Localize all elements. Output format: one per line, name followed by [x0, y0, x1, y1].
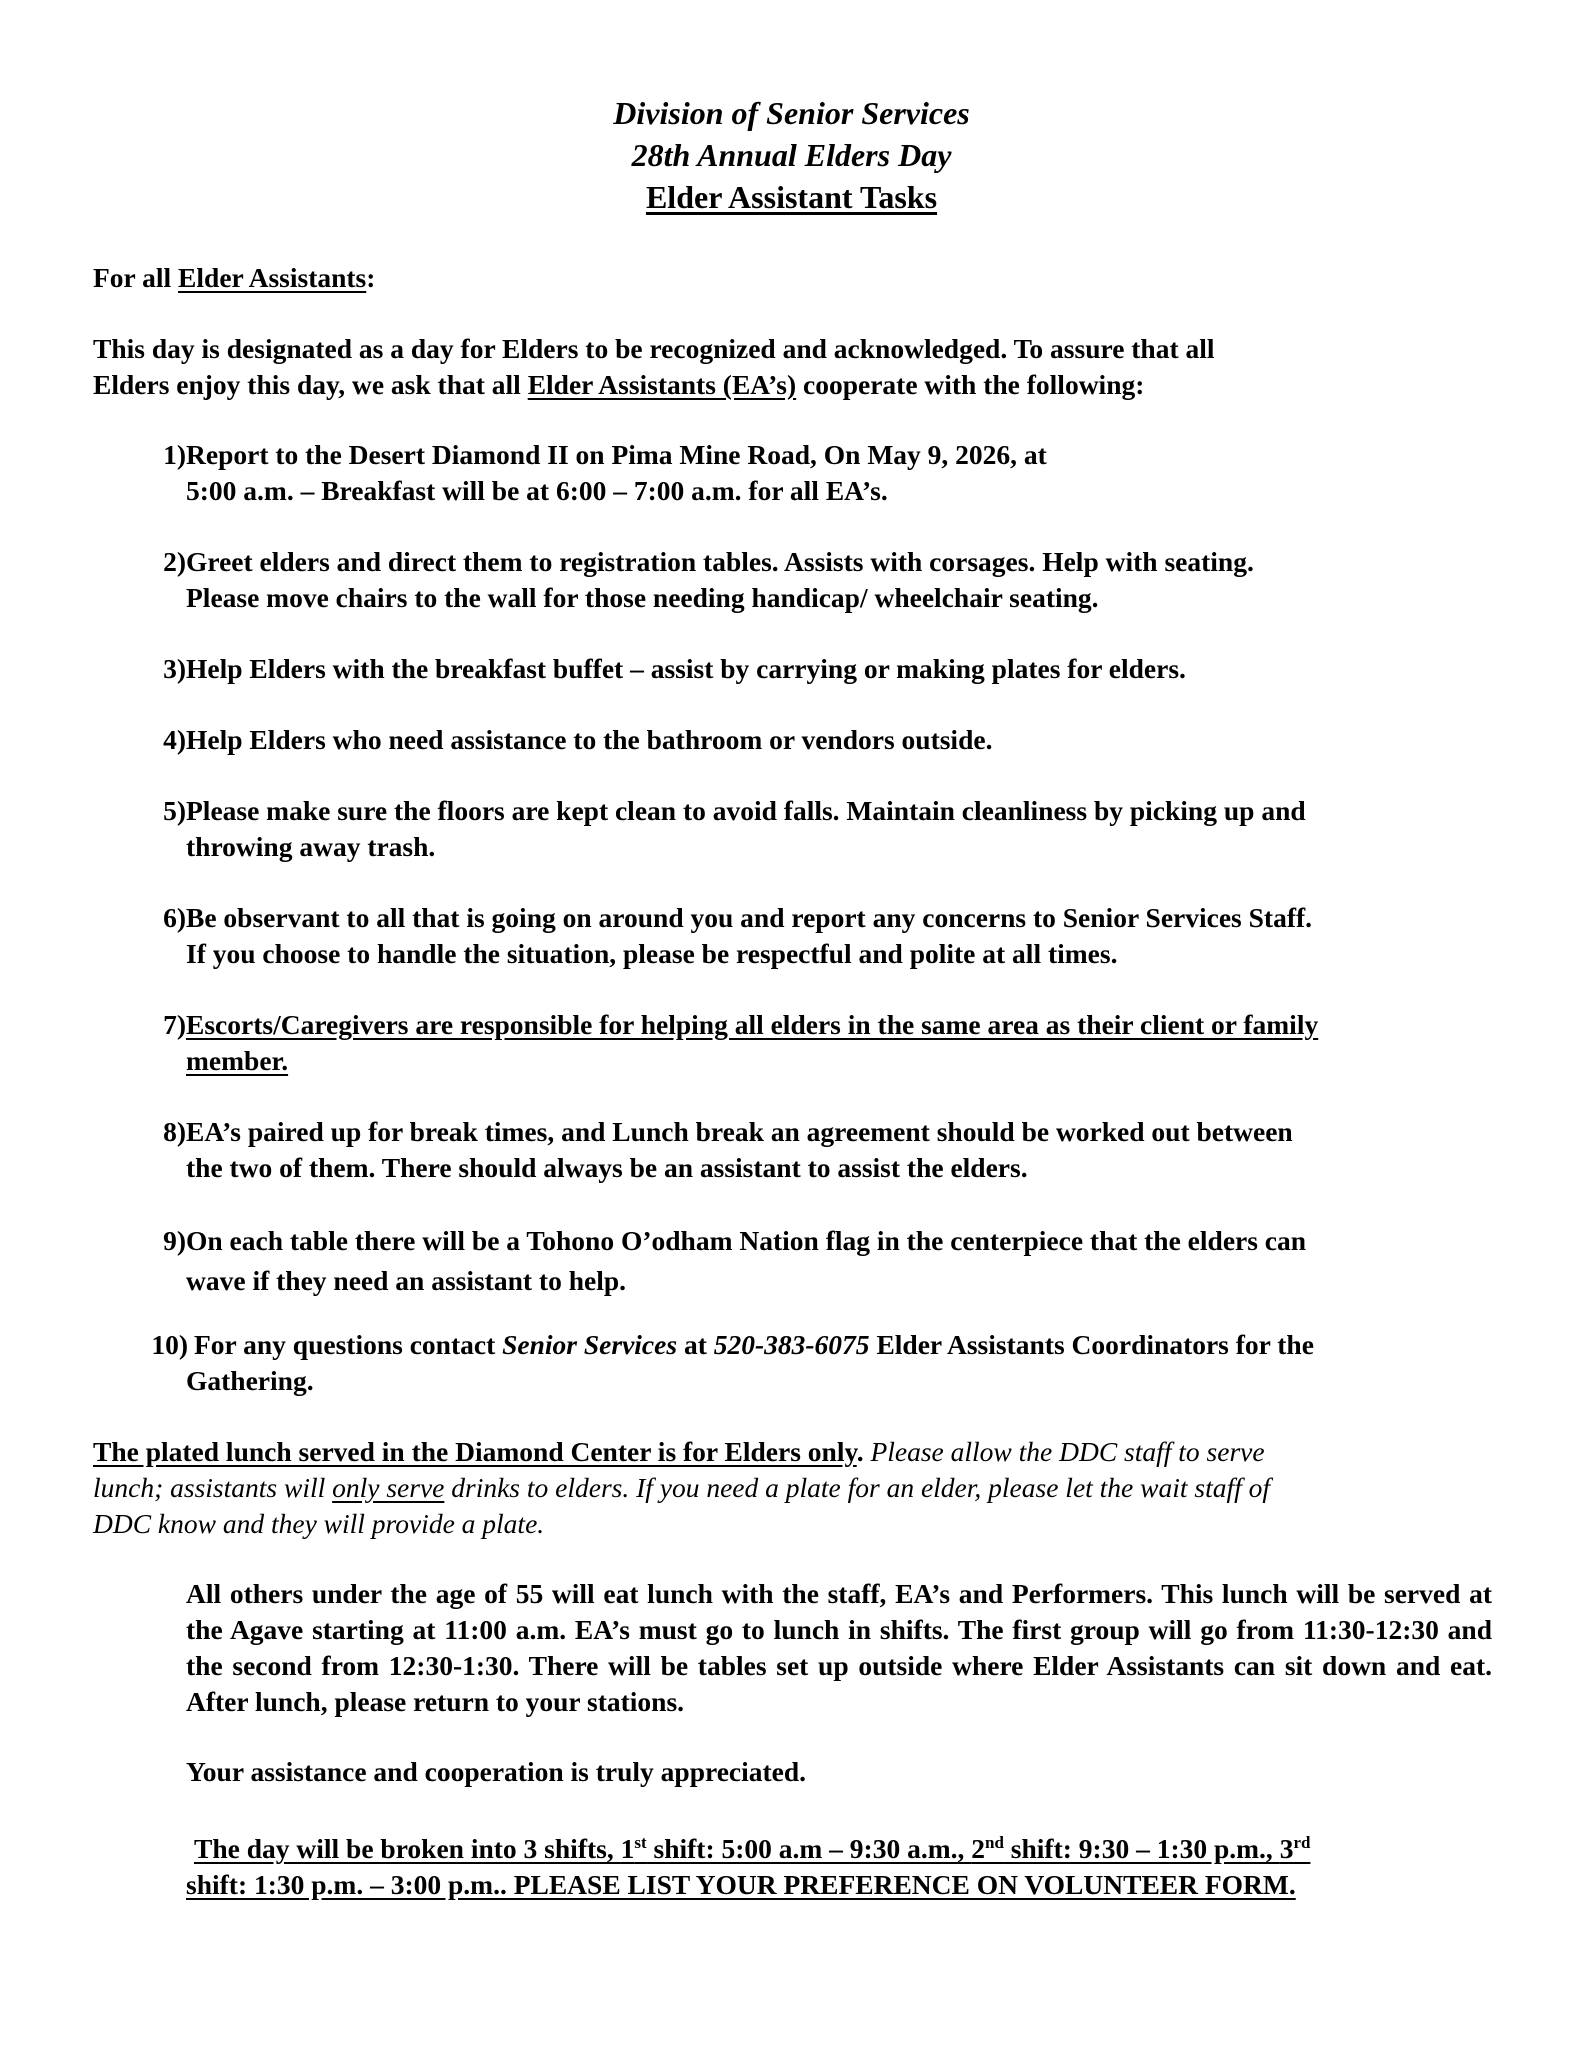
lunch-note: The plated lunch served in the Diamond Center is for Elders only. Please allow the DDC staff to serve lunch; assistants will only serve drinks to elders. If you need a plate for an elder, please let the wait staff of DDC know and they will provide a plate.	[93, 1436, 1271, 1539]
event-title: 28th Annual Elders Day	[631, 137, 952, 173]
document-header	[0, 92, 1583, 218]
document-title: Elder Assistant Tasks	[645, 179, 938, 215]
others-lunch-paragraph: All others under the age of 55 will eat lunch with the staff, EA’s and Performers. This lunch will be served at the Agave starting at 11:00 a.m. EA’s must go to lunch in shifts. The first group will go from 11:30-12:30 and the second from 12:30-1:30. There will be tables set up outside where Elder Assistants can sit down and eat. After lunch, please return to your stations.	[186, 1578, 1492, 1717]
shifts-note: The day will be broken into 3 shifts, 1st shift: 5:00 a.m – 9:30 a.m., 2nd shift: 9:30 – 1:30 p.m., 3rd shift: 1:30 p.m. – 3:00 p.m.. PLEASE LIST YOUR PREFERENCE ON VOLUNTEER FORM.	[186, 1833, 1311, 1901]
intro-paragraph: This day is designated as a day for Elders to be recognized and acknowledged. To assure that all Elders enjoy this day, we ask that all Elder Assistants (EA’s) cooperate with the following:	[93, 333, 1215, 400]
for-all-line: For all Elder Assistants:	[93, 262, 376, 293]
appreciation-line: Your assistance and cooperation is truly appreciated.	[186, 1756, 807, 1787]
document-page: Division of Senior Services 28th Annual Elders Day Elder Assistant Tasks For all Elder Assistants: This day is designated as a day for Elders to be recognized and acknowledged. To assure that all Elders enjoy this day, we ask that all Elder Assistants (EA’s) cooperate with the following: 1) Report to the Desert Diamond II on Pima Mine Road, On May 9, 2026, at 5:00 a.m. – Breakfast will be at 6:00 – 7:00 a.m. for all EA’s. 2) Greet elders and direct them to registration tables. Assists with corsages. Help with seating. Please move chairs to the wall for those needing handicap/ wheelchair seating. 3) Help Elders with the breakfast buffet – assist by carrying or making plates for elders. 4) Help Elders who need assistance to the bathroom or vendors outside. 5) Please make sure the floors are kept clean to avoid falls. Maintain cleanliness by picking up and throwing away trash. 6) Be observant to all that is going on around you and report any concerns to Senior Services Staff. If you choose to handle the situation, please be respectful and polite at all times. 7) Escorts/Caregivers are responsible for helping all elders in the same area as their client or family member. 8) EA’s paired up for break times, and Lunch break an agreement should be worked out between the two of them. There should always be an assistant to assist the elders. 9) On each table there will be a Tohono O’odham Nation flag in the centerpiece that the elders can wave if they need an assistant to help. 10) For any questions contact Senior Services at 520-383-6075 Elder Assistants Coordinators for the Gathering. The plated lunch served in the Diamond Center is for Elders only. Please allow the DDC staff to serve lunch; assistants will only serve drinks to elders. If you need a plate for an elder, please let the wait staff of DDC know and they will provide a plate. All others under the age of 55 will eat lunch with the staff, EA’s and Performers. This lunch will be served at the Agave starting at 11:00 a.m. EA’s must go to lunch in shifts. The first group will go from 11:30-12:30 and the second from 12:30-1:30. There will be tables set up outside where Elder Assistants can sit down and eat. After lunch, please return to your stations. Your assistance and cooperation is truly appreciated. The day will be broken into 3 shifts, 1st shift: 5:00 a.m – 9:30 a.m., 2nd shift: 9:30 – 1:30 p.m., 3rd shift: 1:30 p.m. – 3:00 p.m.. PLEASE LIST YOUR PREFERENCE ON VOLUNTEER FORM.	[0, 0, 1583, 2048]
org-title: Division of Senior Services	[613, 95, 970, 131]
